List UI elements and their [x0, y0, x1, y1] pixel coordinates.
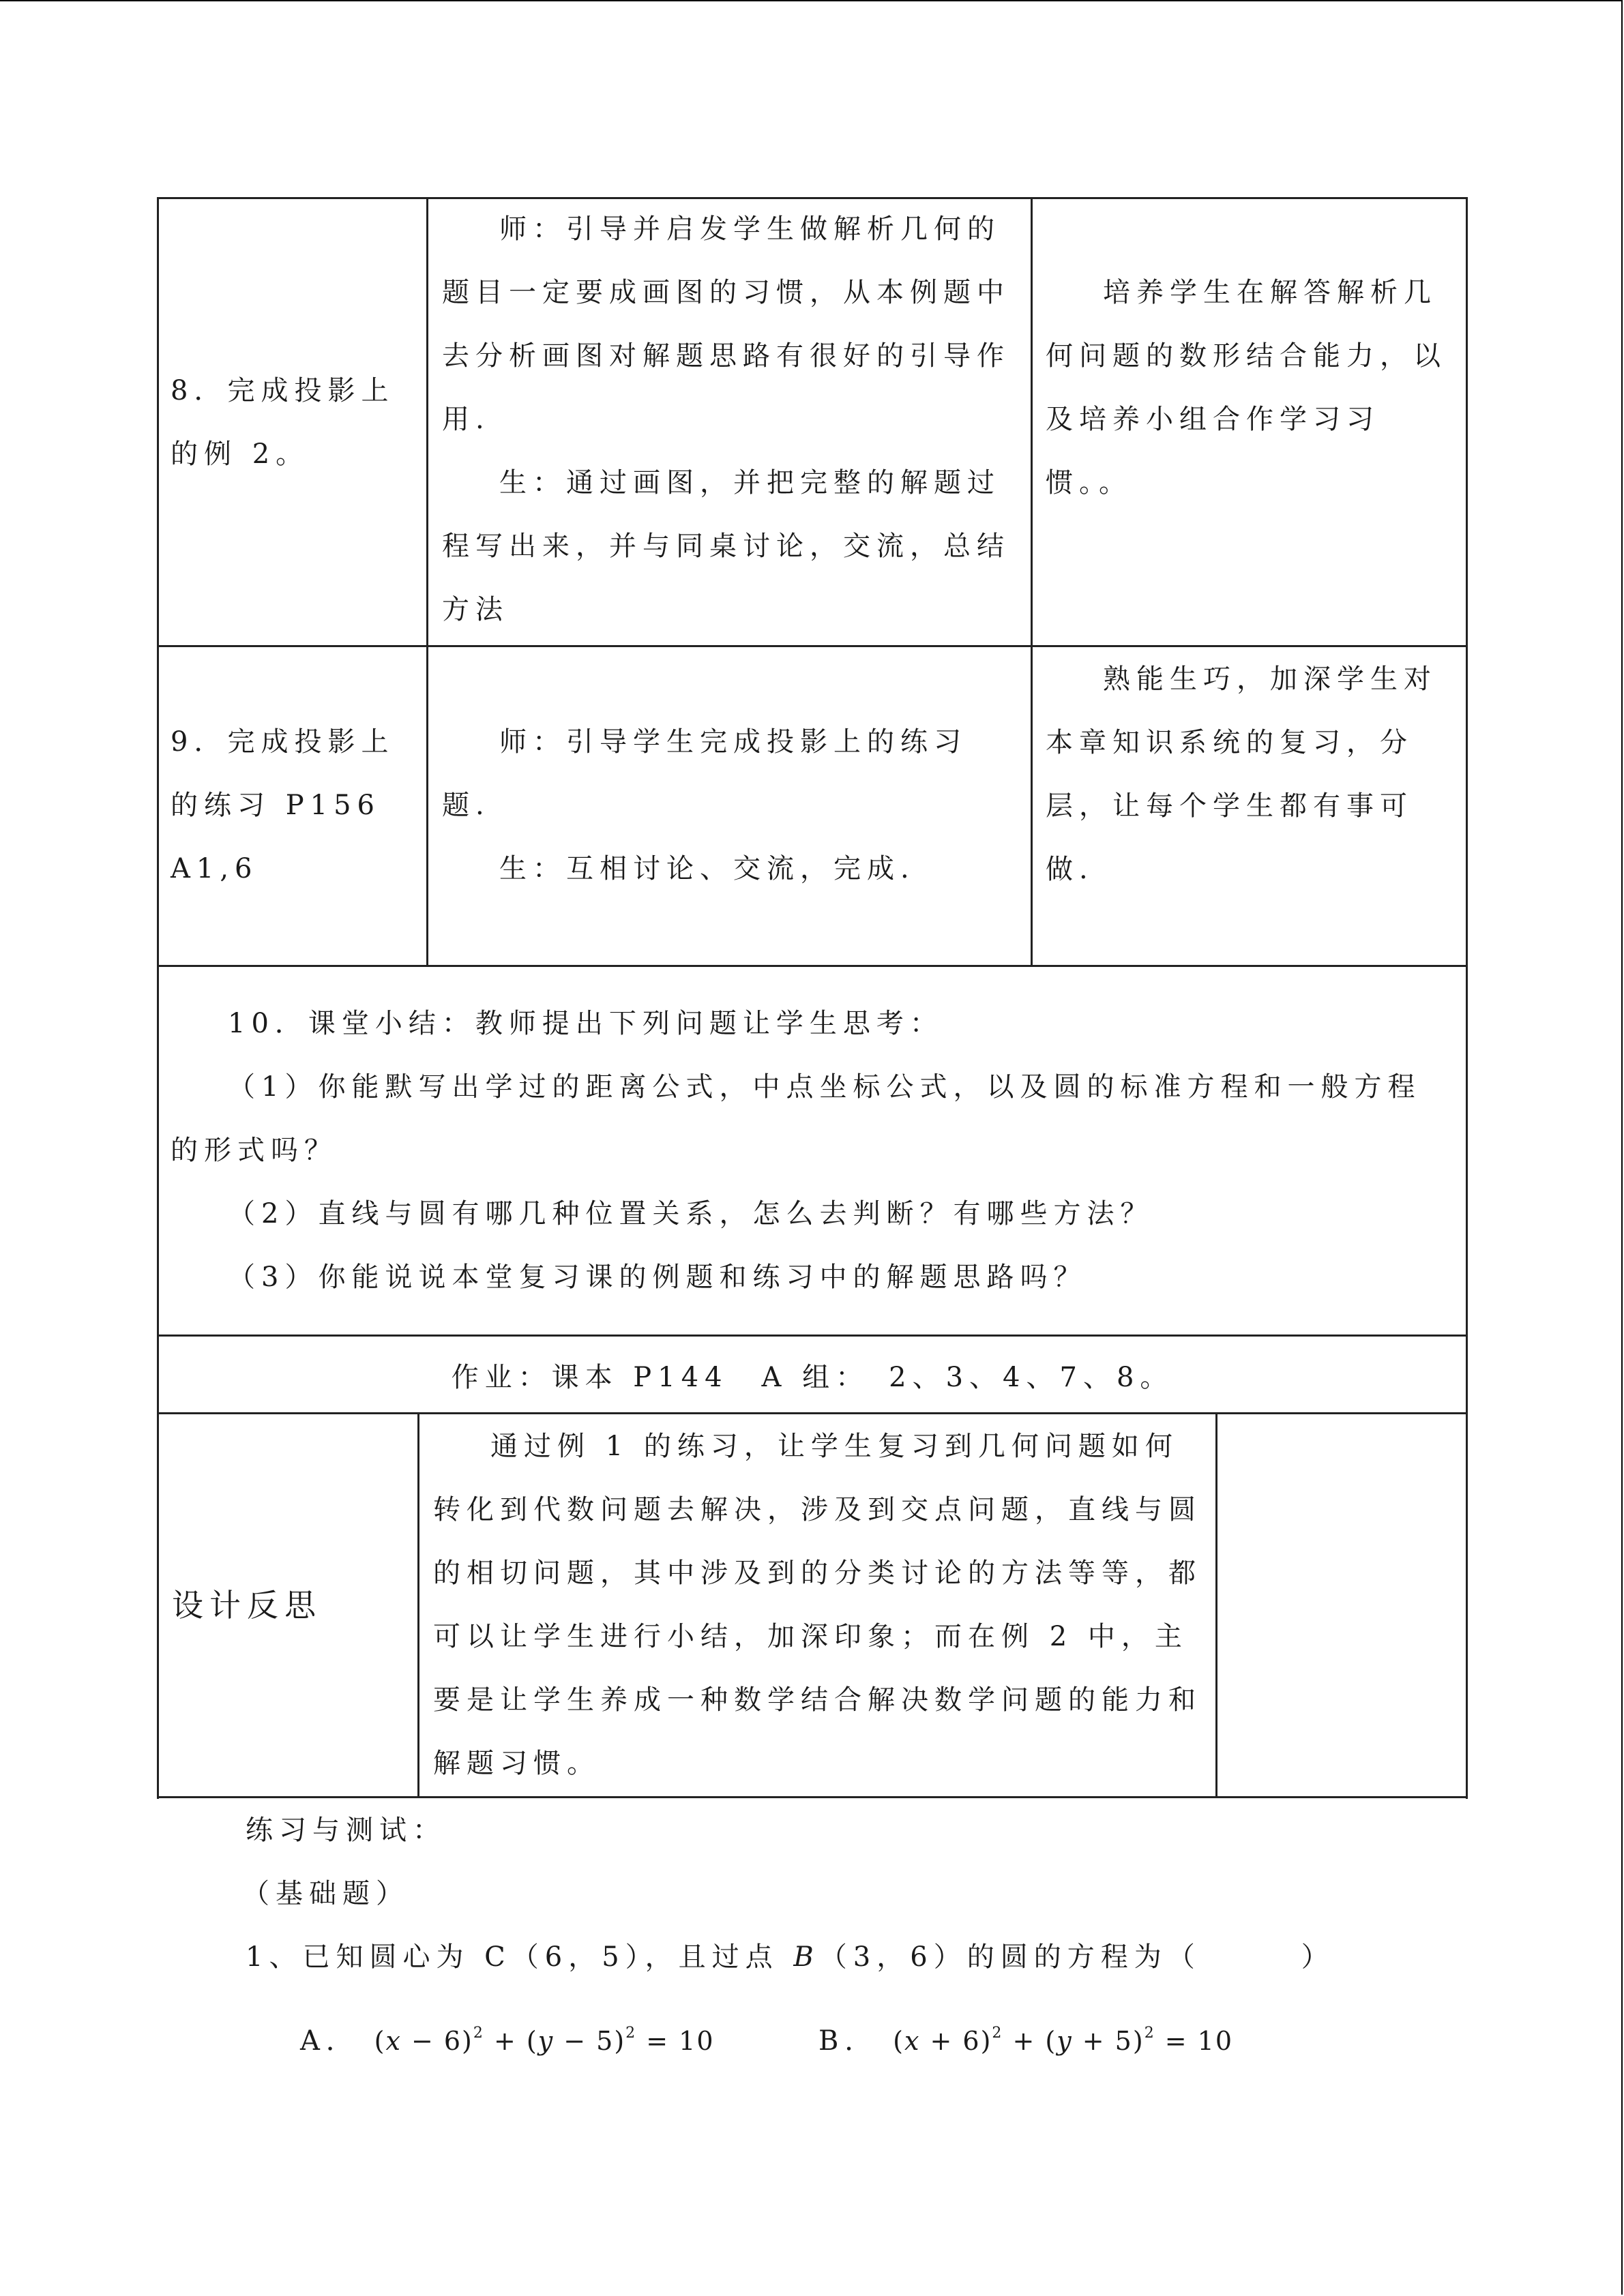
homework-text: 作业：课本 P144 A 组： 2、3、4、7、8。	[451, 1362, 1174, 1393]
row9-step-line: A1,6	[171, 853, 259, 884]
row8-activity-cell	[442, 198, 1018, 642]
row9-intent-text: 熟能生巧，加深学生对本章知识系统的复习，分层，让每个学生都有事可做.	[1046, 664, 1437, 885]
summary-question-3: （3）你能说说本堂复习课的例题和练习中的解题思路吗？	[228, 1262, 1087, 1293]
summary-intro: 10．课堂小结：教师提出下列问题让学生思考：	[228, 1008, 943, 1039]
column-divider	[417, 1412, 419, 1798]
column-divider	[1215, 1412, 1217, 1798]
row8-student-text: 生：通过画图，并把完整的解题过程写出来，并与同桌讨论，交流，总结方法	[442, 467, 1010, 625]
row9-step-line: 9．完成投影上	[171, 726, 395, 758]
summary-cell	[171, 992, 1453, 1309]
exercise-level: （基础题）	[242, 1878, 409, 1909]
question-1-stem-part: （3，6）的圆的方程为（ ）	[819, 1941, 1335, 1973]
table-bottom-border	[157, 1796, 1468, 1798]
row8-intent-cell	[1046, 261, 1455, 515]
row8-step: 8．完成投影上的例 2。	[171, 375, 395, 470]
column-divider	[426, 197, 428, 967]
row-divider	[157, 965, 1468, 967]
question-1-stem-part: 1、已知圆心为 C（6，5），且过点	[246, 1941, 794, 1973]
row8-step-cell	[171, 359, 402, 486]
option-a-equation: $(x - 6)^2 + (y - 5)^2 = 10$	[374, 2025, 715, 2056]
row9-student-text: 生：互相讨论、交流，完成.	[499, 853, 915, 884]
reflection-label: 设计反思	[172, 1587, 322, 1624]
option-b-label: B．	[818, 2025, 879, 2057]
row-divider	[157, 645, 1468, 647]
exercise-heading: 练习与测试：	[246, 1815, 446, 1846]
reflection-text: 通过例 1 的练习，让学生复习到几何问题如何转化到代数问题去解决，涉及到交点问题，直线与圆的相切问题，其中涉及到的分类讨论的方法等等，都可以让学生进行小结，加深印象；而在例 2 中，主要是让学生养成一种数学结合解决数学问题的能力和解题习惯。	[433, 1431, 1202, 1779]
row9-teacher-text: 师：引导学生完成投影上的练习题.	[442, 726, 967, 821]
column-divider	[1031, 197, 1033, 967]
point-b-symbol: B	[793, 1941, 820, 1973]
row9-step-line: 的练习 P156	[171, 790, 381, 821]
option-a	[300, 2001, 715, 2073]
option-b-equation: $(x + 6)^2 + (y + 5)^2 = 10$	[893, 2025, 1234, 2056]
option-b	[818, 2001, 1233, 2073]
homework-cell	[159, 1346, 1466, 1410]
row8-teacher-text: 师：引导并启发学生做解析几何的题目一定要成画图的习惯，从本例题中去分析画图对解题思路有很好的引导作用.	[442, 213, 1010, 435]
reflection-label-cell	[172, 1574, 404, 1637]
summary-question-2: （2）直线与圆有哪几种位置关系，怎么去判断？有哪些方法？	[228, 1198, 1154, 1229]
row9-step-cell	[171, 711, 416, 901]
question-1-stem	[246, 1926, 1335, 1989]
summary-question-1: （1）你能默写出学过的距离公式，中点坐标公式，以及圆的标准方程和一般方程的形式吗？	[171, 1071, 1421, 1166]
row8-intent-text: 培养学生在解答解析几何问题的数形结合能力，以及培养小组合作学习习惯。。	[1046, 277, 1447, 498]
row9-intent-cell	[1046, 648, 1455, 901]
row-divider	[157, 1335, 1468, 1337]
option-a-label: A．	[300, 2025, 359, 2057]
row9-activity-cell	[442, 711, 988, 901]
row-divider	[157, 1412, 1468, 1414]
reflection-text-cell	[433, 1415, 1204, 1795]
